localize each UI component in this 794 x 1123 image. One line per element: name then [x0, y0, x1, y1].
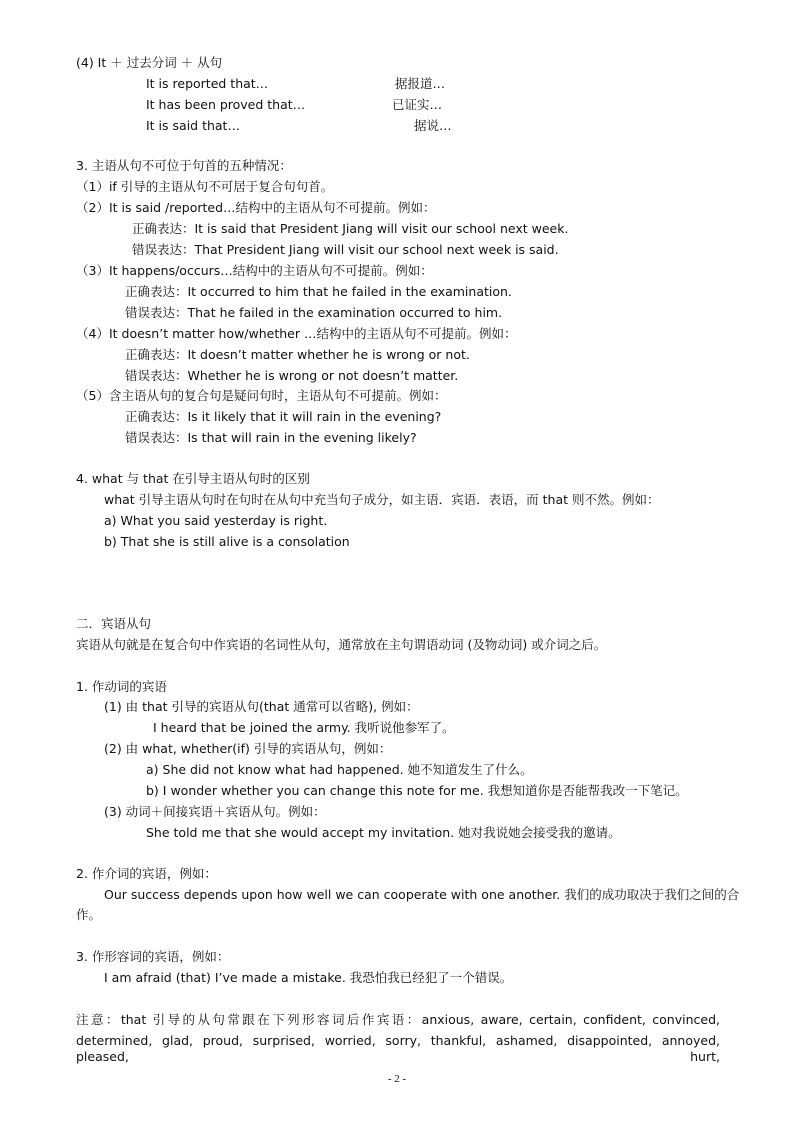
page-number: - 2 -: [387, 1073, 407, 1085]
text-line-l10: （3）It happens/occurs…结构中的主语从句不可提前。例如：: [76, 263, 433, 278]
text-line-l20: what 引导主语从句时在句时在从句中充当句子成分，如主语．宾语．表语，而 that 则不然。例如：: [104, 492, 660, 507]
text-line-l4b: 据说…: [414, 118, 452, 133]
text-line-l13: （4）It doesn’t matter how/whether …结构中的主语从句不可提前。例如：: [76, 326, 517, 341]
text-line-l8: 正确表达：It is said that President Jiang will visit our school next week.: [132, 221, 569, 236]
text-line-l2b: 据报道…: [395, 76, 446, 91]
text-line-l21: a) What you said yesterday is right.: [104, 513, 328, 528]
text-line-l9: 错误表达：That President Jiang will visit our school next week is said.: [132, 242, 559, 257]
text-line-l28: (2) 由 what, whether(if) 引导的宾语从句，例如：: [104, 741, 392, 756]
text-line-j1: 注意：that 引导的从句常跟在下列形容词后作宾语：anxious, aware, certain, confident, convinced,: [76, 1012, 720, 1027]
text-line-l15: 错误表达：Whether he is wrong or not doesn’t matter.: [125, 368, 459, 383]
text-line-l36: 3. 作形容词的宾语，例如：: [76, 949, 230, 964]
text-line-l17: 正确表达：Is it likely that it will rain in the evening?: [125, 409, 442, 424]
text-line-l31: (3) 动词＋间接宾语＋宾语从句。例如：: [104, 804, 326, 819]
text-line-l5: 3. 主语从句不可位于句首的五种情况：: [76, 158, 292, 173]
text-line-l30: b) I wonder whether you can change this note for me. 我想知道你是否能帮我改一下笔记。: [146, 783, 688, 798]
text-line-l7: （2）It is said /reported…结构中的主语从句不可提前。例如：: [76, 200, 436, 215]
text-line-l3b: 已证实…: [392, 97, 443, 112]
text-line-l26: (1) 由 that 引导的宾语从句(that 通常可以省略), 例如：: [104, 699, 419, 714]
text-line-l2a: It is reported that…: [146, 76, 269, 91]
text-line-l16: （5）含主语从句的复合句是疑问句时，主语从句不可提前。例如：: [76, 388, 447, 403]
text-line-l32: She told me that she would accept my invitation. 她对我说她会接受我的邀请。: [146, 825, 621, 840]
text-line-l4a: It is said that…: [146, 118, 240, 133]
text-line-l25: 1. 作动词的宾语: [76, 679, 167, 694]
text-line-l34: Our success depends upon how well we can cooperate with one another. 我们的成功取决于我们之间的合: [104, 887, 740, 902]
text-line-l23: 二．宾语从句: [76, 616, 152, 631]
text-line-j2: determined, glad, proud, surprised, worried, sorry, thankful, ashamed, disappointed, annoyed, pleased, hurt,: [76, 1033, 720, 1064]
text-line-l24: 宾语从句就是在复合句中作宾语的名词性从句，通常放在主句谓语动词 (及物动词) 或介词之后。: [76, 637, 607, 652]
text-line-l29: a) She did not know what had happened. 她不知道发生了什么。: [146, 762, 533, 777]
text-line-l33: 2. 作介词的宾语，例如：: [76, 866, 217, 881]
text-line-l14: 正确表达：It doesn’t matter whether he is wrong or not.: [125, 347, 470, 362]
text-line-l35: 作。: [76, 907, 102, 922]
text-line-l18: 错误表达：Is that will rain in the evening likely?: [125, 430, 417, 445]
text-line-l3a: It has been proved that…: [146, 97, 306, 112]
text-line-l12: 错误表达：That he failed in the examination occurred to him.: [125, 305, 503, 320]
text-line-l11: 正确表达：It occurred to him that he failed in the examination.: [125, 284, 512, 299]
text-line-l22: b) That she is still alive is a consolation: [104, 534, 350, 549]
text-line-l37: I am afraid (that) I’ve made a mistake. 我恐怕我已经犯了一个错误。: [104, 970, 513, 985]
text-line-l19: 4. what 与 that 在引导主语从句时的区别: [76, 471, 310, 486]
text-line-l6: （1）if 引导的主语从句不可居于复合句句首。: [76, 179, 334, 194]
text-line-l27: I heard that be joined the army. 我听说他参军了。: [153, 720, 455, 735]
text-line-l1: (4) It ＋ 过去分词 ＋ 从句: [76, 55, 223, 70]
